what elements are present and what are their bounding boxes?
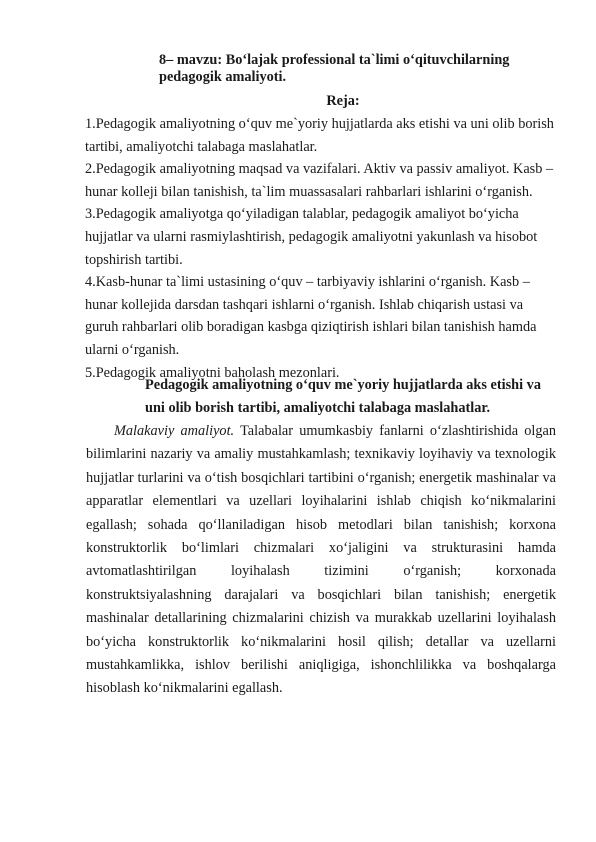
plan-heading: Reja:	[326, 93, 360, 109]
body-paragraph	[86, 420, 556, 701]
section-heading-line-2: uni olib borish tartibi, amaliyotchi talabaga maslahatlar.	[145, 400, 491, 416]
section-heading	[145, 374, 555, 420]
plan-list	[85, 113, 555, 384]
plan-item-4: 4.Kasb-hunar ta`limi ustasining o‘quv – tarbiyaviy ishlarini o‘rganish. Kasb – hunar kollejida darsdan tashqari ishlarni o‘rganish. Ishlab chiqarish ustasi va guruh rahbarlari olib boradigan kasbga qiziqtirish ishlari bilan tanishish hamda ularni o‘rganish.	[85, 274, 537, 358]
topic-title-line-2: pedagogik amaliyoti.	[159, 69, 287, 85]
topic-title	[159, 52, 559, 86]
plan-item-3: 3.Pedagogik amaliyotga qo‘yiladigan talablar, pedagogik amaliyot bo‘yicha hujjatlar va ularni rasmiylashtirish, pedagogik amaliyotni yakunlash va hisobot topshirish tartibi.	[85, 206, 538, 268]
plan-item-5: 5.Pedagogik amaliyotni baholash mezonlari.	[85, 364, 340, 381]
section-heading-line-1: Pedagogik amaliyotning o‘quv me`yoriy hujjatlarda aks etishi va	[145, 377, 541, 393]
body-text	[86, 420, 556, 701]
plan-item-1: 1.Pedagogik amaliyotning o‘quv me`yoriy hujjatlarda aks etishi va uni olib borish tartibi, amaliyotchi talabaga maslahatlar.	[85, 116, 554, 155]
plan-item-2: 2.Pedagogik amaliyotning maqsad va vazifalari. Aktiv va passiv amaliyot. Kasb – hunar kolleji bilan tanishish, ta`lim muassasalari rahbarlari ishlarini o‘rganish.	[85, 161, 554, 200]
lead-term: Malakaviy amaliyot.	[114, 423, 235, 439]
paragraph-text: Talabalar umumkasbiy fanlarni o‘zlashtirishida olgan bilimlarini nazariy va amaliy mustahkamlash; texnikaviy loyihaviy va texnologik hujjatlar turlarini va o‘tish bosqichlari tartibini o‘rganish; energetik mashinalar va apparatlar elementlari va uzellari loyihalarini ishlab chiqish ko‘nikmalarini egallash; sohada qo‘llaniladigan hisob metodlari bilan tanishish; korxona konstruktorlik bo‘limlari chizmalari xo‘jaligini va strukturasini hamda avtomatlashtirilgan loyihalash tizimini o‘rganish; korxonada konstruktsiyalashning darajalari va bosqichlari bilan tanishish; energetik mashinalar detallarining chizmalarini chizish va murakkab uzellarini loyihalash bo‘yicha konstruktorlik ko‘nikmalarini hosil qilish; detallar va uzellarni mustahkamlikka, ishlov berilishi aniqligiga, ishonchlilikka va boshqalarga hisoblash ko‘nikmalarini egallash.	[86, 423, 556, 697]
topic-title-line-1: 8– mavzu: Bo‘lajak professional ta`limi o‘qituvchilarning	[159, 52, 510, 68]
plan-heading-row	[0, 93, 596, 110]
